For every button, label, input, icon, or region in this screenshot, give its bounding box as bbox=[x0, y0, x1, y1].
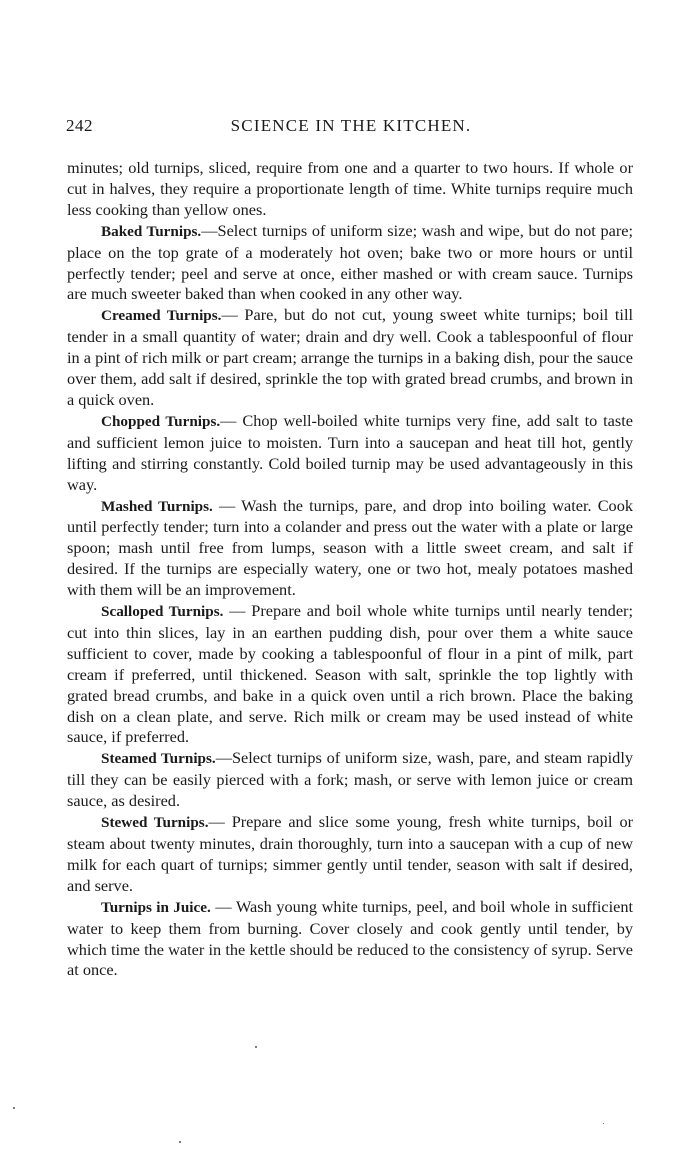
recipe-turnips-in-juice bbox=[67, 897, 633, 982]
recipe-title: Turnips in Juice. bbox=[101, 898, 211, 916]
recipe-text: — Prepare and slice some young, fresh white turnips, boil or steam about twenty minutes, drain thoroughly, turn into a saucepan with a cup of new milk for each quart of turnips; simmer gently until tender, season with salt if desired, and serve. bbox=[67, 812, 634, 895]
recipe-title: Scalloped Turnips. bbox=[101, 603, 224, 621]
recipe-text: — Chop well-boiled white turnips very fine, add salt to taste and sufficient lemon juice to moisten. Turn into a saucepan and heat till hot, gently lifting and stirring constantly. Cold boiled turnip may be used advantageously in this way. bbox=[67, 410, 633, 494]
recipe-scalloped-turnips bbox=[67, 601, 633, 748]
intro-paragraph: minutes; old turnips, sliced, require from one and a quarter to two hours. If whole or cut in halves, they require a proportionate length of time. White turnips require much less cooking than yellow ones. bbox=[67, 158, 633, 219]
recipe-text: — Wash the turnips, pare, and drop into boiling water. Cook until perfectly tender; turn into a colander and press out the water with a plate or large spoon; mash until free from lumps, season with a little sweet cream, and salt if desired. If the turnips are especially watery, one or two hot, mealy potatoes mashed with them will be an improvement. bbox=[67, 495, 633, 600]
recipe-creamed-turnips bbox=[67, 305, 633, 411]
recipe-text: — Pare, but do not cut, young sweet white turnips; boil till tender in a small quantity of water; drain and dry well. Cook a tablespoonful of flour in a pint of rich milk or part cream; arrange the turnips in a baking dish, pour the sauce over them, add salt if desired, sprinkle the top with grated bread crumbs, and brown in a quick oven. bbox=[67, 305, 633, 409]
recipe-baked-turnips bbox=[67, 221, 633, 306]
recipe-stewed-turnips bbox=[67, 812, 633, 897]
body-text bbox=[67, 158, 633, 981]
recipe-mashed-turnips bbox=[67, 496, 633, 602]
print-speck bbox=[13, 1107, 15, 1109]
recipe-title: Stewed Turnips. bbox=[101, 814, 209, 832]
recipe-title: Creamed Turnips. bbox=[101, 307, 222, 325]
recipe-chopped-turnips bbox=[67, 411, 633, 496]
recipe-text: — Wash young white turnips, peel, and boil whole in sufficient water to keep them from burning. Cover closely and cook gently until tender, by which time the water in the kettle should be reduced to the consistency of syrup. Serve at once. bbox=[67, 896, 633, 980]
recipe-text: — Prepare and boil whole white turnips until nearly tender; cut into thin slices, lay in an earthen pudding dish, pour over them a white sauce sufficient to cover, made by cooking a tablespoonful of flour in a pint of milk, part cream if preferred, until thickened. Season with salt, sprinkle the top lightly with grated bread crumbs, and bake in a quick oven until a rich brown. Place the baking dish on a clean plate, and serve. Rich milk or cream may be used instead of white sauce, if preferred. bbox=[67, 601, 633, 747]
recipe-title: Baked Turnips. bbox=[101, 222, 202, 240]
recipe-text: —Select turnips of uniform size, wash, pare, and steam rapidly till they can be easily pierced with a fork; mash, or serve with lemon juice or cream sauce, as desired. bbox=[67, 748, 633, 811]
recipe-title: Chopped Turnips. bbox=[101, 412, 221, 430]
running-head bbox=[66, 116, 636, 142]
print-speck bbox=[255, 1046, 257, 1048]
recipe-title: Mashed Turnips. bbox=[101, 497, 213, 515]
recipe-text: —Select turnips of uniform size; wash and wipe, but do not pare; place on the top grate of a moderately hot oven; bake two or more hours or until perfectly tender; peel and serve at once, either mashed or with cream sauce. Turnips are much sweeter baked than when cooked in any other way. bbox=[67, 220, 633, 304]
print-speck bbox=[603, 1123, 604, 1124]
page-number: 242 bbox=[66, 116, 93, 135]
running-title: SCIENCE IN THE KITCHEN. bbox=[230, 116, 472, 135]
recipe-steamed-turnips bbox=[67, 748, 633, 812]
print-speck bbox=[179, 1141, 181, 1143]
recipe-title: Steamed Turnips. bbox=[101, 750, 216, 768]
